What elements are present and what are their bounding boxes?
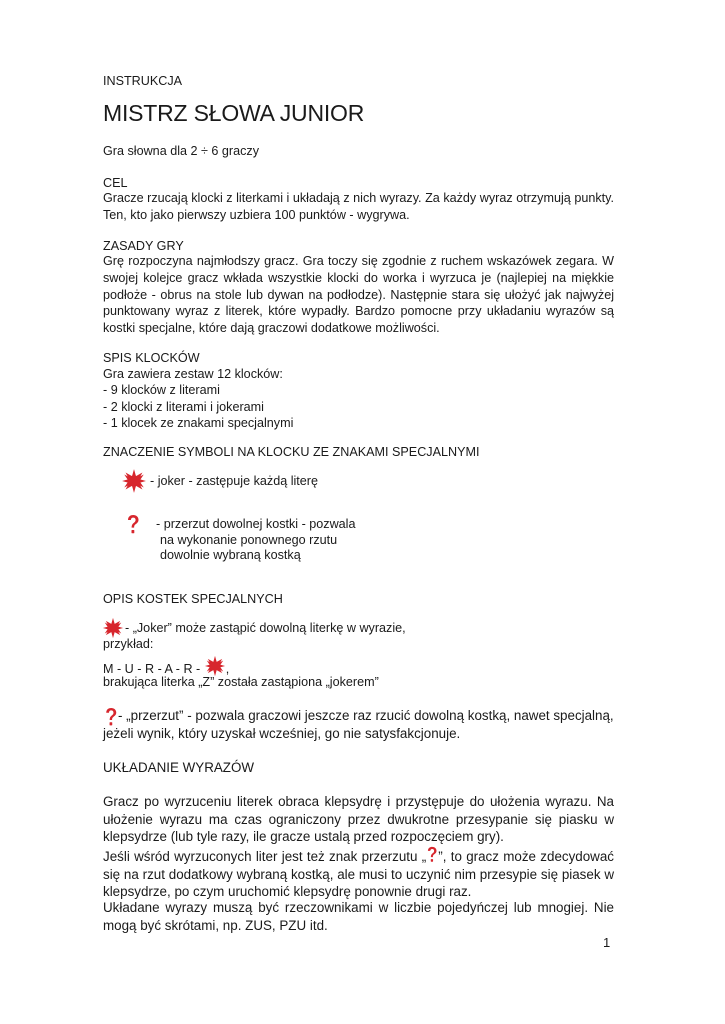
- przerzut-text-2: jeżeli wynik, który uzyskał wcześniej, go nie satysfakcjonuje.: [103, 726, 461, 741]
- doc-label: INSTRUKCJA: [103, 74, 183, 88]
- list-item: - 9 klocków z literami: [103, 383, 220, 397]
- ukladanie-p2: [103, 846, 614, 901]
- example-letters: M - U - R - A - R -: [103, 662, 204, 676]
- ukladanie-p3: Układane wyrazy muszą być rzeczownikami w liczbie pojedyńczej lub mnogiej. Nie mogą być skrótami, np. ZUS, PZU itd.: [103, 900, 614, 933]
- page-title: MISTRZ SŁOWA JUNIOR: [103, 100, 365, 126]
- ukladanie-p2-start: Jeśli wśród wyrzuconych liter jest też znak przerzutu „: [103, 849, 427, 864]
- przerzut-line-3: dowolnie wybraną kostką: [160, 548, 301, 562]
- przerzut-line-2: na wykonanie ponownego rzutu: [160, 533, 338, 547]
- joker-star-icon: [121, 468, 147, 494]
- list-item: - 1 klocek ze znakami specjalnymi: [103, 416, 294, 430]
- opis-heading: OPIS KOSTEK SPECJALNYCH: [103, 592, 283, 606]
- przerzut-line-1: - przerzut dowolnej kostki - pozwala: [156, 517, 356, 531]
- page-number: 1: [603, 935, 611, 950]
- ukladanie-p2-end: ”, to gracz może zdecydować się na rzut dodatkowy wybraną kostką, ale musi to uczynić nim przesypie się piasek w klepsydrze, po czym uruchomić klepsydrę ponownie drugi raz.: [103, 849, 614, 900]
- spis-list: [103, 382, 293, 432]
- ukladanie-heading: UKŁADANIE WYRAZÓW: [103, 760, 255, 775]
- example-label: przykład:: [103, 637, 154, 651]
- cel-text: Gracze rzucają klocki z literkami i układają z nich wyrazy. Za każdy wyraz otrzymują punkty. Ten, kto jako pierwszy uzbiera 100 punktów - wygrywa.: [103, 191, 614, 222]
- ukladanie-p1: Gracz po wyrzuceniu literek obraca klepsydrę i przystępuje do ułożenia wyrazu. Na ułożenie wyrazu ma czas ograniczony przez dwukrotne przesypanie się piasku w klepsydrze (lub tyle razy, ile gracze ustalą przed rozpoczęciem gry).: [103, 794, 614, 845]
- symbole-heading: ZNACZENIE SYMBOLI NA KLOCKU ZE ZNAKAMI SPECJALNYMI: [103, 445, 480, 459]
- example-comma: ,: [225, 662, 230, 676]
- question-mark-icon: [426, 846, 438, 864]
- spis-heading: SPIS KLOCKÓW: [103, 351, 200, 365]
- zasady-heading: ZASADY GRY: [103, 239, 184, 253]
- cel-heading: CEL: [103, 176, 128, 190]
- spis-intro: Gra zawiera zestaw 12 klocków:: [103, 367, 283, 381]
- zasady-text: Grę rozpoczyna najmłodszy gracz. Gra toczy się zgodnie z ruchem wskazówek zegara. W swojej kolejce gracz wkłada wszystkie klocki do worka i wyrzuca je (najlepiej na miękkie podłoże - obrus na stole lub dywan na podłodze). Następnie stara się ułożyć jak najwyżej punktowany wyraz z literek, które wypadły. Bardzo pomocne przy układaniu wyrazów są kostki specjalne, które dają graczowi dodatkowe możliwości.: [103, 254, 614, 336]
- opis-joker-line: - „Joker” może zastąpić dowolną literkę w wyrazie,: [125, 621, 406, 635]
- question-mark-icon: [126, 514, 140, 536]
- joker-description: - joker - zastępuje każdą literę: [150, 474, 318, 488]
- missing-letter-note: brakująca literka „Z” została zastąpiona „jokerem”: [103, 675, 379, 689]
- subtitle: Gra słowna dla 2 ÷ 6 graczy: [103, 144, 260, 158]
- przerzut-text-1: - „przerzut” - pozwala graczowi jeszcze raz rzucić dowolną kostką, nawet specjalną,: [118, 708, 614, 723]
- list-item: - 2 klocki z literami i jokerami: [103, 399, 264, 414]
